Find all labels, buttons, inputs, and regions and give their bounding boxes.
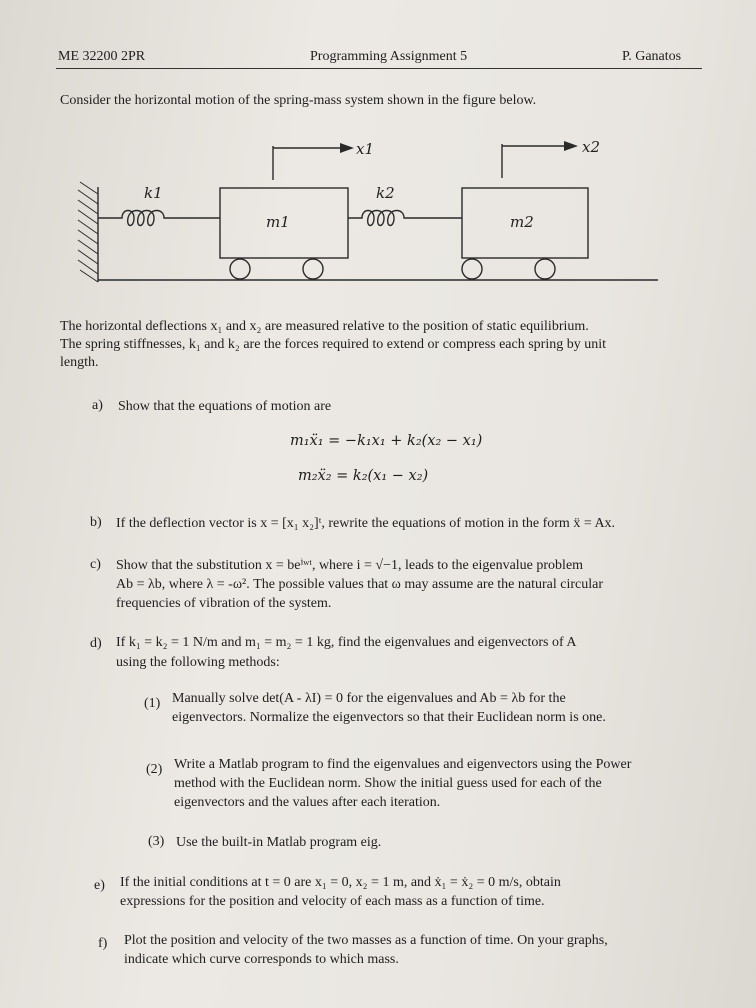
part-c-line-3: frequencies of vibration of the system.: [116, 596, 332, 611]
subpart-2-line-3: eigenvectors and the values after each iteration.: [174, 795, 441, 810]
k1-label: k1: [144, 184, 163, 202]
x2-arrowhead: [564, 141, 578, 151]
part-d-line-2: using the following methods:: [116, 655, 280, 670]
course-code: ME 32200 2PR: [58, 49, 146, 64]
spring-mass-figure: [70, 132, 670, 292]
subpart-3-line-1: Use the built-in Matlab program eig.: [176, 835, 382, 850]
k2-label: k2: [376, 184, 395, 202]
subpart-1-label: (1): [144, 696, 161, 711]
x2-label: x2: [582, 138, 601, 156]
m1-label: m1: [266, 213, 290, 231]
wall-hatch: [78, 182, 98, 282]
part-c-label: c): [90, 557, 101, 572]
part-b-text: If the deflection vector is x = [x₁ x₂]ᵗ, rewrite the equations of motion in the form ẍ = Ax.: [116, 516, 616, 531]
wheel-m2-right: [535, 259, 555, 279]
subpart-2-line-2: method with the Euclidean norm. Show the initial guess used for each of the: [174, 776, 602, 791]
subpart-2-label: (2): [146, 762, 163, 777]
part-f-label: f): [98, 936, 108, 951]
assignment-title: Programming Assignment 5: [310, 49, 468, 64]
part-e-line-1: If the initial conditions at t = 0 are x₁ = 0, x₂ = 1 m, and ẋ₁ = ẋ₂ = 0 m/s, obtain: [120, 875, 561, 890]
description-line-3: length.: [60, 355, 99, 370]
author-name: P. Ganatos: [622, 49, 682, 64]
header-rule: [56, 68, 702, 69]
part-d-line-1: If k₁ = k₂ = 1 N/m and m₁ = m₂ = 1 kg, find the eigenvalues and eigenvectors of A: [116, 635, 577, 650]
subpart-2-line-1: Write a Matlab program to find the eigenvalues and eigenvectors using the Power: [174, 757, 632, 772]
description-line-1: The horizontal deflections x₁ and x₂ are measured relative to the position of static equilibrium.: [60, 319, 589, 334]
intro-text: Consider the horizontal motion of the spring-mass system shown in the figure below.: [60, 93, 537, 108]
m2-label: m2: [510, 213, 534, 231]
part-f-line-2: indicate which curve corresponds to which mass.: [124, 952, 399, 967]
part-c-line-2: Ab = λb, where λ = -ω². The possible values that ω may assume are the natural circular: [116, 577, 604, 592]
spring-k2: [348, 211, 462, 226]
spring-k1: [98, 211, 220, 226]
subpart-1-line-2: eigenvectors. Normalize the eigenvectors so that their Euclidean norm is one.: [172, 710, 606, 725]
part-b-label: b): [90, 515, 102, 530]
description-line-2: The spring stiffnesses, k₁ and k₂ are the forces required to extend or compress each spring by unit: [60, 337, 607, 352]
part-e-line-2: expressions for the position and velocity of each mass as a function of time.: [120, 894, 545, 909]
part-a-label: a): [92, 398, 103, 413]
x1-label: x1: [356, 140, 375, 158]
part-c-line-1: Show that the substitution x = beⁱʷᵗ, where i = √−1, leads to the eigenvalue problem: [116, 558, 584, 573]
wheel-m1-left: [230, 259, 250, 279]
subpart-3-label: (3): [148, 834, 165, 849]
x1-arrowhead: [340, 143, 354, 153]
part-f-line-1: Plot the position and velocity of the two masses as a function of time. On your graphs,: [124, 933, 608, 948]
subpart-1-line-1: Manually solve det(A - λI) = 0 for the eigenvalues and Ab = λb for the: [172, 691, 566, 706]
part-a-text: Show that the equations of motion are: [118, 399, 332, 414]
equation-1: m₁ẍ₁ = −k₁x₁ + k₂(x₂ − x₁): [290, 433, 483, 449]
wheel-m1-right: [303, 259, 323, 279]
part-d-label: d): [90, 636, 102, 651]
equation-2: m₂ẍ₂ = k₂(x₁ − x₂): [298, 468, 429, 484]
part-e-label: e): [94, 878, 105, 893]
wheel-m2-left: [462, 259, 482, 279]
